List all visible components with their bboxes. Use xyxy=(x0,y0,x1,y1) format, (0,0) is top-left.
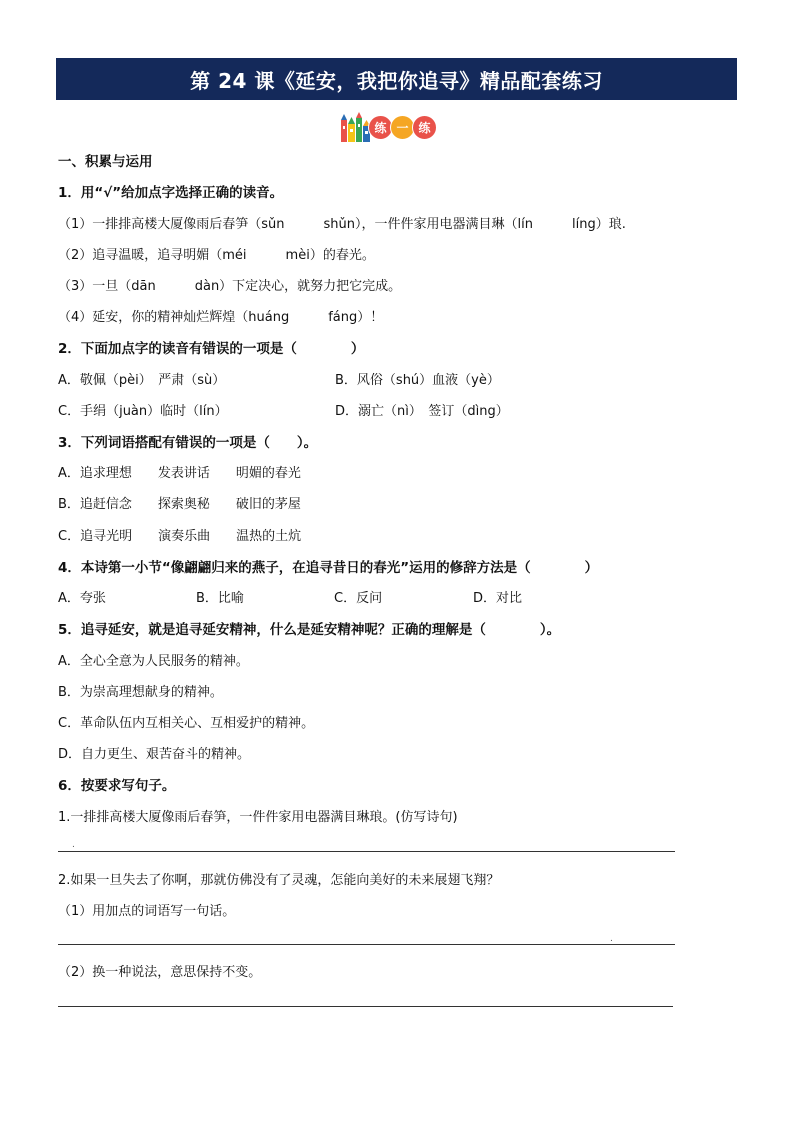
question-4-title: 4．本诗第一小节“像翩翩归来的燕子，在追寻昔日的春光”运用的修辞方法是（ ） xyxy=(58,560,599,576)
question-5-title: 5．追寻延安，就是追寻延安精神，什么是延安精神呢？正确的理解是（ ）。 xyxy=(58,622,561,638)
logo-char: 一 xyxy=(390,115,415,140)
question-3-option: A．追求理想 发表讲话 明媚的春光 xyxy=(58,466,301,481)
tick-mark: . xyxy=(72,840,75,850)
section-title: 一、积累与运用 xyxy=(58,154,153,170)
question-2-option-d: D．溺亡（nì） 签订（dìng） xyxy=(335,404,509,419)
logo-char: 练 xyxy=(412,115,437,140)
question-5-option: C．革命队伍内互相关心、互相爱护的精神。 xyxy=(58,716,315,731)
question-2-option-b: B．风俗（shú）血液（yè） xyxy=(335,373,500,388)
question-4-option-a: A．夸张 xyxy=(58,591,106,606)
page-title: 第 24 课《延安，我把你追寻》精品配套练习 xyxy=(190,68,603,93)
title-banner xyxy=(56,58,737,100)
question-1-item: （4）延安，你的精神灿烂辉煌（huáng fáng）！ xyxy=(58,310,384,325)
question-4-option-b: B．比喻 xyxy=(196,591,244,606)
question-2-title: 2．下面加点字的读音有错误的一项是（ ） xyxy=(58,341,365,357)
logo-char: 练 xyxy=(368,115,393,140)
practice-logo xyxy=(339,112,447,144)
question-4-option-d: D．对比 xyxy=(473,591,523,606)
question-1-item: （1）一排排高楼大厦像雨后春笋（sǔn shǔn），一件件家用电器满目琳（lín líng）琅. xyxy=(58,217,626,232)
question-3-option: B．追赶信念 探索奥秘 破旧的茅屋 xyxy=(58,497,301,512)
question-3-option: C．追寻光明 演奏乐曲 温热的土炕 xyxy=(58,529,302,544)
tick-mark: . xyxy=(610,934,613,944)
question-1-item: （3）一旦（dān dàn）下定决心，就努力把它完成。 xyxy=(58,279,402,294)
question-5-option: B．为崇高理想献身的精神。 xyxy=(58,685,223,700)
logo-text xyxy=(371,115,437,140)
answer-line[interactable] xyxy=(58,944,675,945)
question-6-sub-2: 2.如果一旦失去了你啊，那就仿佛没有了灵魂，怎能向美好的未来展翅飞翔？ xyxy=(58,873,500,888)
question-6-sub-1: 1.一排排高楼大厦像雨后春笋，一件件家用电器满目琳琅。(仿写诗句) xyxy=(58,810,458,825)
question-6-sub-2a: （1）用加点的词语写一句话。 xyxy=(58,904,236,919)
question-4-option-c: C．反问 xyxy=(334,591,383,606)
question-2-option-c: C．手绢（juàn）临时（lín） xyxy=(58,404,228,419)
question-6-title: 6．按要求写句子。 xyxy=(58,778,176,794)
question-6-sub-2b: （2）换一种说法，意思保持不变。 xyxy=(58,965,262,980)
question-5-option: A．全心全意为人民服务的精神。 xyxy=(58,654,249,669)
question-1-item: （2）追寻温暖，追寻明媚（méi mèi）的春光。 xyxy=(58,248,375,263)
answer-line[interactable] xyxy=(58,1006,673,1007)
question-3-title: 3．下列词语搭配有错误的一项是（ ）。 xyxy=(58,435,318,451)
question-1-title: 1．用“√”给加点字选择正确的读音。 xyxy=(58,185,284,201)
question-5-option: D．自力更生、艰苦奋斗的精神。 xyxy=(58,747,251,762)
answer-line[interactable] xyxy=(58,851,675,852)
question-2-option-a: A．敬佩（pèi） 严肃（sù） xyxy=(58,373,226,388)
